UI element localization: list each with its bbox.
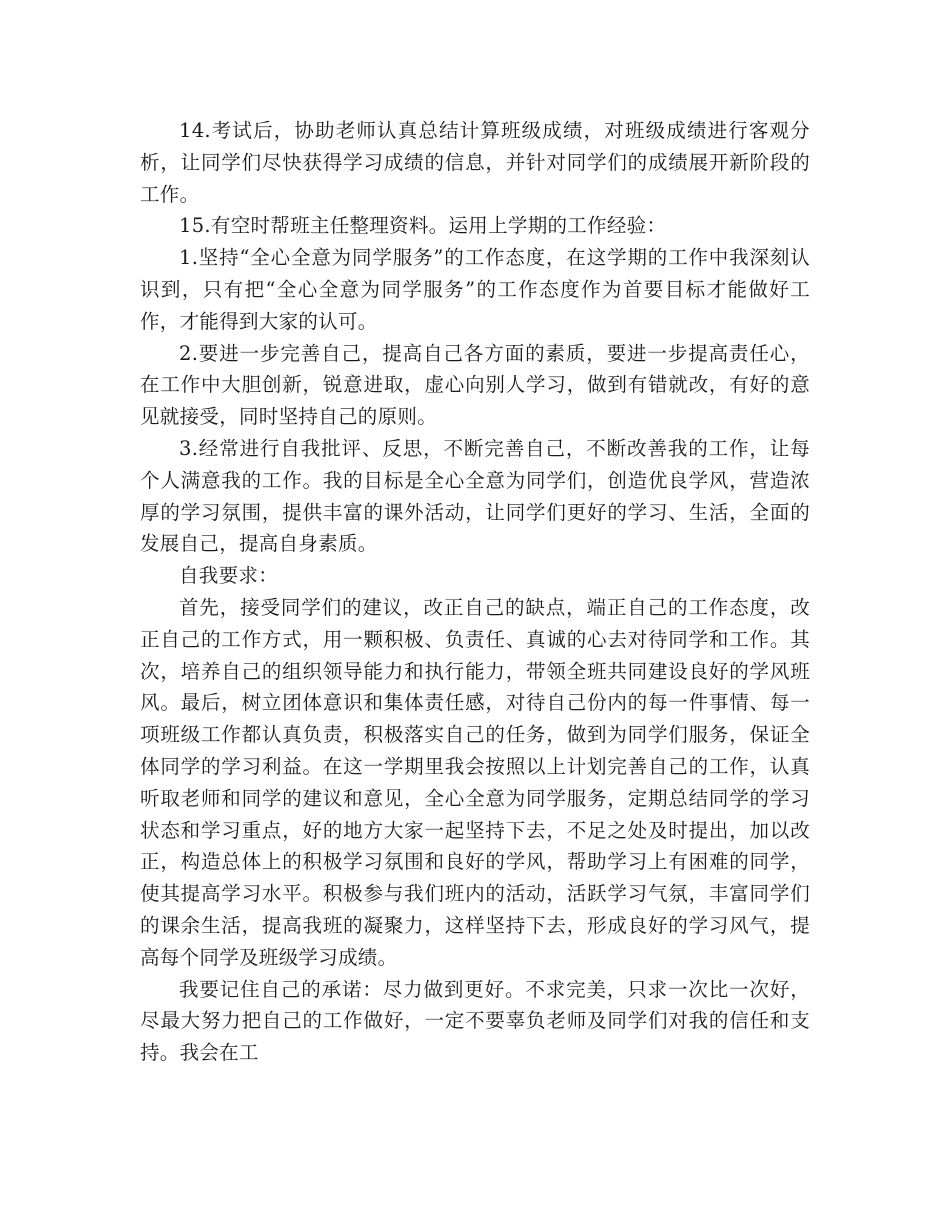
paragraph-self-requirements: 首先，接受同学们的建议，改正自己的缺点，端正自己的工作态度，改正自己的工作方式，用一颗积极、负责任、真诚的心去对待同学和工作。其次，培养自己的组织领导能力和执行能力，带领全班共同建设良好的学风班风。最后，树立团体意识和集体责任感，对待自己份内的每一件事情、每一项班级工作都认真负责，积极落实自己的任务，做到为同学们服务，保证全体同学的学习利益。在这一学期里我会按照以上计划完善自己的工作，认真听取老师和同学的建议和意见，全心全意为同学服务，定期总结同学的学习状态和学习重点，好的地方大家一起坚持下去，不足之处及时提出，加以改正，构造总体上的积极学习氛围和良好的学风，帮助学习上有困难的同学，使其提高学习水平。积极参与我们班内的活动，活跃学习气氛，丰富同学们的课余生活，提高我班的凝聚力，这样坚持下去，形成良好的学习风气，提高每个同学及班级学习成绩。 [140, 595, 810, 969]
paragraph-experience-1: 1.坚持“全心全意为同学服务”的工作态度，在这学期的工作中我深刻认识到，只有把“全心全意为同学服务”的工作态度作为首要目标才能做好工作，才能得到大家的认可。 [140, 246, 810, 333]
section-heading-self-requirements: 自我要求： [179, 564, 279, 588]
paragraph-item-15: 15.有空时帮班主任整理资料。运用上学期的工作经验： [179, 214, 667, 238]
paragraph-experience-2: 2.要进一步完善自己，提高自己各方面的素质，要进一步提高责任心，在工作中大胆创新，锐意进取，虚心向别人学习，做到有错就改，有好的意见就接受，同时坚持自己的原则。 [140, 341, 810, 429]
document-page [140, 115, 810, 1069]
paragraph-experience-3: 3.经常进行自我批评、反思，不断完善自己，不断改善我的工作，让每个人满意我的工作。我的目标是全心全意为同学们，创造优良学风，营造浓厚的学习氛围，提供丰富的课外活动，让同学们更好的学习、生活，全面的发展自己，提高自身素质。 [140, 436, 810, 556]
paragraph-commitment: 我要记住自己的承诺：尽力做到更好。不求完美，只求一次比一次好，尽最大努力把自己的工作做好，一定不要辜负老师及同学们对我的信任和支持。我会在工 [140, 977, 810, 1065]
paragraph-item-14: 14.考试后，协助老师认真总结计算班级成绩，对班级成绩进行客观分析，让同学们尽快获得学习成绩的信息，并针对同学们的成绩展开新阶段的工作。 [140, 119, 810, 206]
